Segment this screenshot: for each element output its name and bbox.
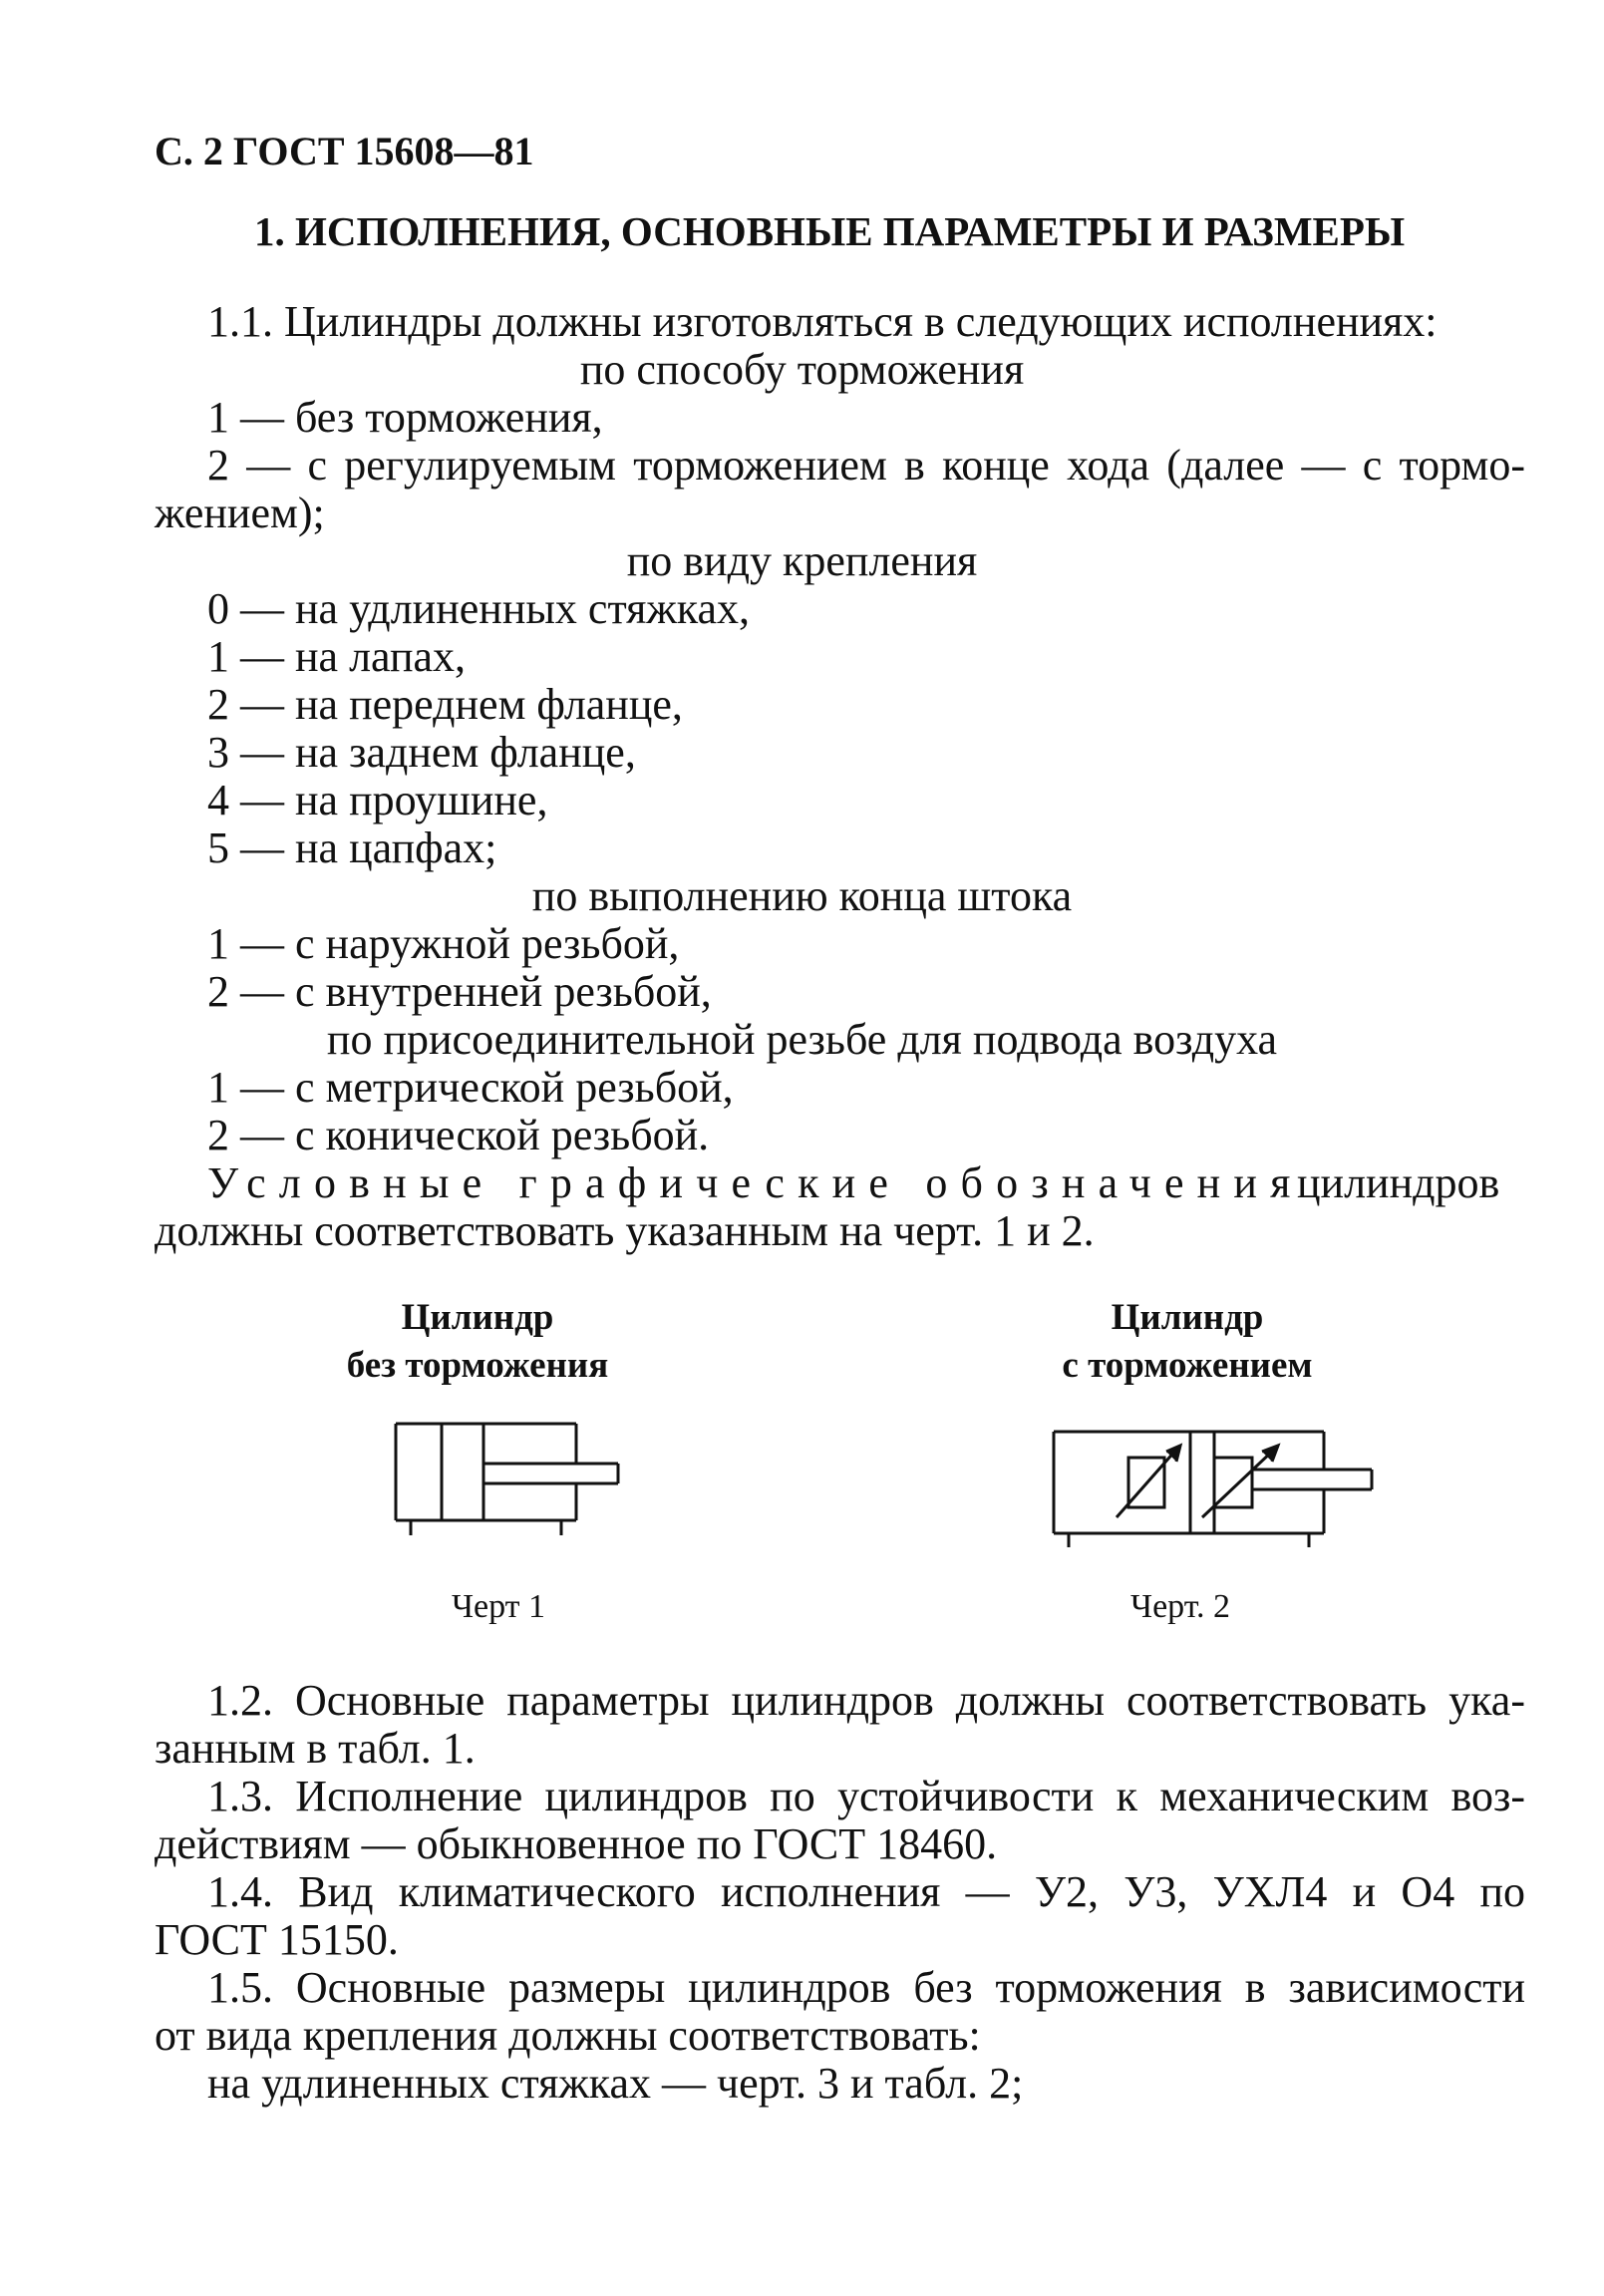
figure-2-label: Черт. 2 (1129, 1588, 1231, 1625)
list-item: 3 — на заднем фланце, (207, 728, 636, 777)
group-heading-rod-end: по выполнению конца штока (531, 871, 1073, 920)
list-item: 1 — с наружной резьбой, (207, 919, 680, 968)
clause-1-3-line2: действиям — обыкновенное по ГОСТ 18460. (155, 1819, 998, 1868)
list-item: 2 — с внутренней резьбой, (207, 967, 712, 1016)
list-item: 1 — с метрической резьбой, (207, 1063, 734, 1112)
symbols-sentence-spaced: Условные графические обозначения (207, 1158, 1304, 1207)
list-item: 2 — с регулируемым торможением в конце хода (далее — с тормо- (207, 441, 1525, 490)
group-heading-mounting: по виду крепления (626, 536, 978, 585)
clause-1-4-line2: ГОСТ 15150. (155, 1915, 399, 1964)
clause-1-4-line1: 1.4. Вид климатического исполнения — У2, У3, УХЛ4 и О4 по (207, 1867, 1525, 1916)
clause-1-1-intro: 1.1. Цилиндры должны изготовляться в следующих исполнениях: (207, 297, 1438, 346)
figure-1-label: Черт 1 (451, 1588, 546, 1625)
figure-1-caption-line1: Цилиндр (401, 1297, 554, 1338)
list-item: 1 — на лапах, (207, 632, 467, 681)
list-item-continuation: жением); (155, 489, 325, 537)
symbols-sentence-word: цилиндров (1297, 1158, 1500, 1207)
symbols-sentence-cont: должны соответствовать указанным на черт. 1 и 2. (155, 1206, 1095, 1255)
section-title: 1. ИСПОЛНЕНИЯ, ОСНОВНЫЕ ПАРАМЕТРЫ И РАЗМЕРЫ (254, 208, 1406, 254)
figure-2-caption-line1: Цилиндр (1111, 1297, 1264, 1338)
figure-1-caption-line2: без торможения (346, 1345, 609, 1386)
list-item: 5 — на цапфах; (207, 823, 497, 872)
clause-1-2-line1: 1.2. Основные параметры цилиндров должны соответствовать ука- (207, 1676, 1525, 1725)
page-header: С. 2 ГОСТ 15608—81 (155, 129, 534, 173)
group-heading-braking: по способу торможения (579, 345, 1025, 394)
clause-1-5-line2: от вида крепления должны соответствовать: (155, 2011, 981, 2060)
list-item: 2 — на переднем фланце, (207, 680, 683, 729)
list-item: 2 — с конической резьбой. (207, 1111, 710, 1159)
list-item: 1 — без торможения, (207, 393, 603, 442)
list-item: 0 — на удлиненных стяжках, (207, 584, 750, 633)
clause-1-5-line1: 1.5. Основные размеры цилиндров без торможения в зависимости (207, 1963, 1525, 2012)
clause-1-2-line2: занным в табл. 1. (155, 1724, 476, 1773)
figure-2-caption-line2: с торможением (1062, 1345, 1313, 1386)
group-heading-air-thread: по присоединительной резьбе для подвода воздуха (326, 1015, 1278, 1064)
clause-1-5-line3: на удлиненных стяжках — черт. 3 и табл. 2; (207, 2059, 1024, 2108)
clause-1-3-line1: 1.3. Исполнение цилиндров по устойчивости к механическим воз- (207, 1772, 1525, 1820)
list-item: 4 — на проушине, (207, 776, 548, 824)
